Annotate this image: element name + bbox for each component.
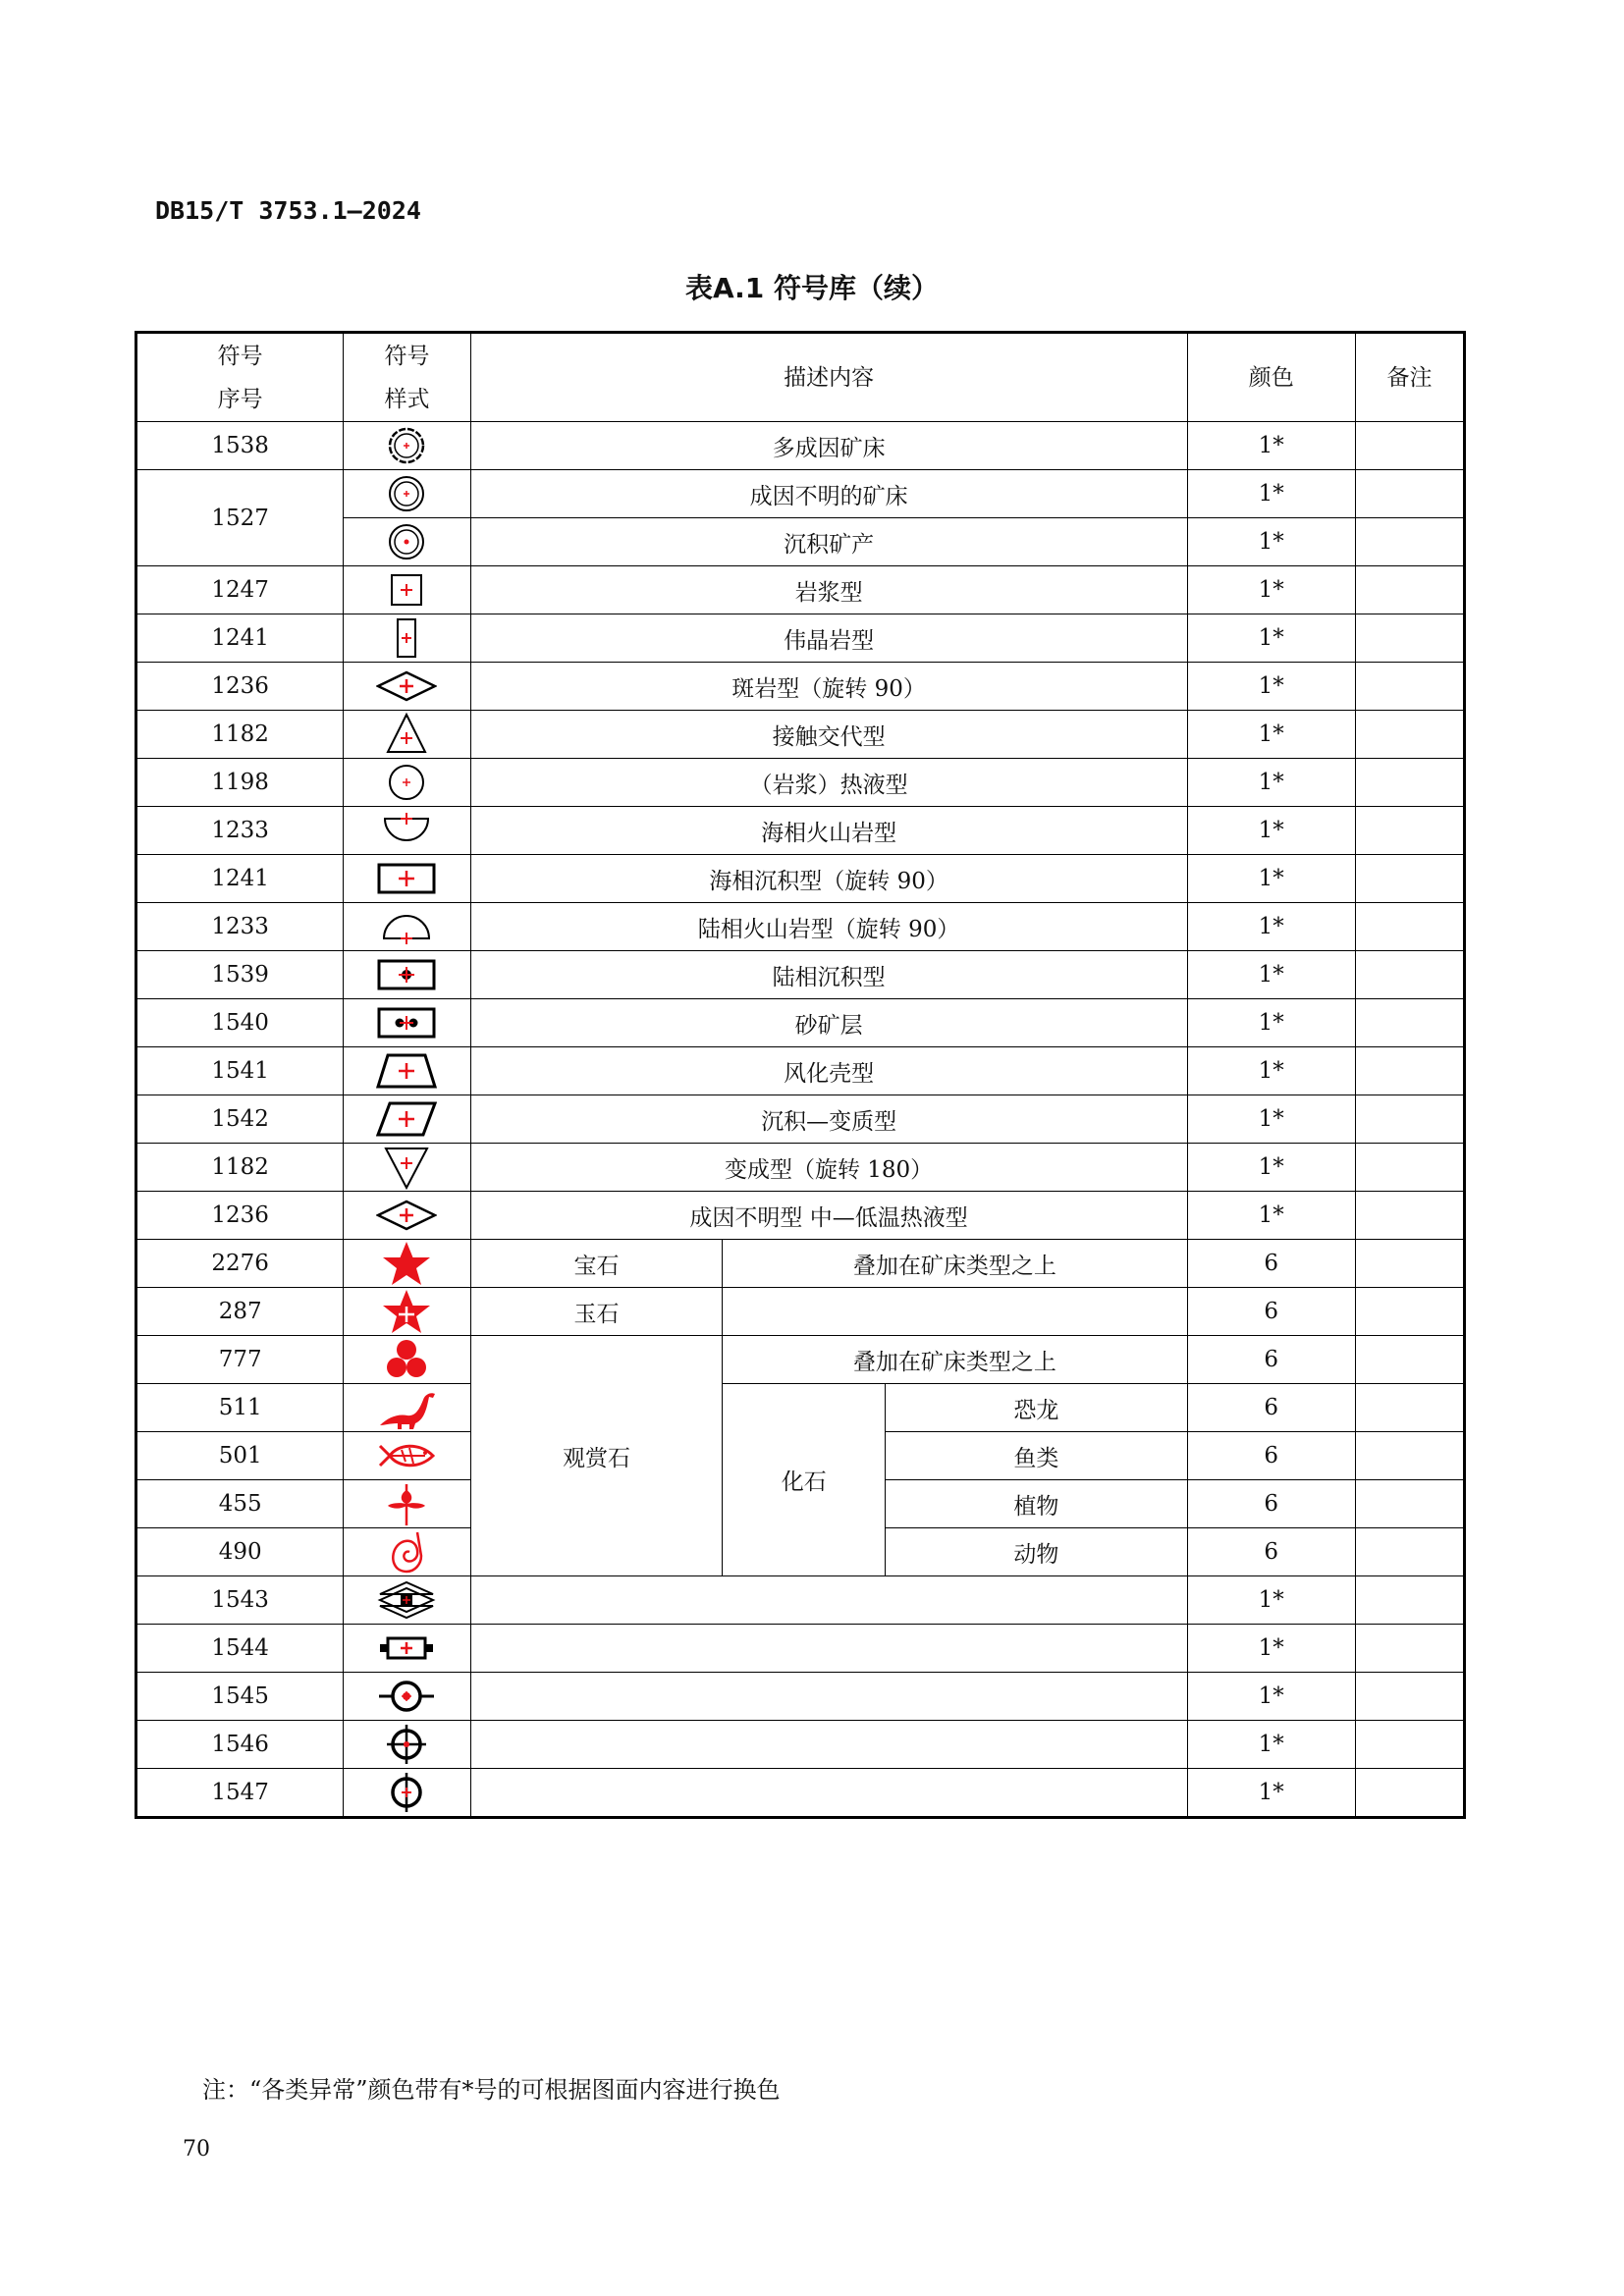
symbol-style-cell xyxy=(344,566,470,614)
symbol-remark-cell xyxy=(1355,1625,1464,1673)
table-row xyxy=(136,470,1465,518)
rect-dot-cross-icon xyxy=(376,951,437,998)
table-row xyxy=(136,1336,1465,1384)
symbol-desc-cell xyxy=(470,1673,1187,1721)
symbol-color-cell: 6 xyxy=(1187,1240,1355,1288)
symbol-style-cell xyxy=(344,1432,470,1480)
symbol-remark-cell xyxy=(1355,1576,1464,1625)
symbol-color-cell: 1* xyxy=(1187,1673,1355,1721)
header-seq-line2: 序号 xyxy=(217,386,263,412)
symbol-color-cell: 1* xyxy=(1187,903,1355,951)
symbol-remark-cell xyxy=(1355,807,1464,855)
symbol-desc-cell: 动物 xyxy=(886,1528,1187,1576)
wide-rect-cross-icon xyxy=(376,855,437,902)
table-row xyxy=(136,1144,1465,1192)
symbol-desc-cell: 成因不明的矿床 xyxy=(470,470,1187,518)
symbol-desc-cell: 多成因矿床 xyxy=(470,422,1187,470)
symbol-seq-cell: 490 xyxy=(136,1528,344,1576)
red-star-cross-icon xyxy=(376,1288,437,1335)
symbol-style-cell xyxy=(344,1769,470,1818)
symbol-style-cell xyxy=(344,1625,470,1673)
symbol-seq-cell: 287 xyxy=(136,1288,344,1336)
symbol-color-cell: 1* xyxy=(1187,807,1355,855)
symbol-desc-cell: 成因不明型 中—低温热液型 xyxy=(470,1192,1187,1240)
symbol-seq-cell: 1544 xyxy=(136,1625,344,1673)
symbol-color-cell: 1* xyxy=(1187,566,1355,614)
symbol-desc-cell: 斑岩型（旋转 90） xyxy=(470,663,1187,711)
square-cross-icon xyxy=(376,566,437,614)
table-row xyxy=(136,807,1465,855)
header-style-line2: 样式 xyxy=(384,386,430,412)
symbol-remark-cell xyxy=(1355,759,1464,807)
symbol-seq-cell: 1545 xyxy=(136,1673,344,1721)
symbol-remark-cell xyxy=(1355,1240,1464,1288)
symbol-color-cell: 1* xyxy=(1187,711,1355,759)
trapezoid-cross-icon xyxy=(376,1047,437,1095)
page-number: 70 xyxy=(183,2137,210,2162)
symbol-desc-cell: 岩浆型 xyxy=(470,566,1187,614)
table-row xyxy=(136,999,1465,1047)
table-row xyxy=(136,951,1465,999)
double-circle-icon xyxy=(376,470,437,517)
symbol-color-cell: 6 xyxy=(1187,1528,1355,1576)
table-row xyxy=(136,1288,1465,1336)
header-desc: 描述内容 xyxy=(470,333,1187,422)
symbol-seq-cell: 1539 xyxy=(136,951,344,999)
table-row xyxy=(136,1095,1465,1144)
symbol-remark-cell xyxy=(1355,855,1464,903)
symbol-desc-cell xyxy=(470,1625,1187,1673)
symbol-seq-cell: 1527 xyxy=(136,470,344,566)
symbol-desc-cell xyxy=(470,1769,1187,1818)
symbol-desc-cell: 风化壳型 xyxy=(470,1047,1187,1095)
rect-dots-icon xyxy=(376,999,437,1046)
symbol-seq-cell: 1236 xyxy=(136,663,344,711)
symbol-desc-cell xyxy=(470,1576,1187,1625)
table-title: 表A.1 符号库（续） xyxy=(684,272,940,304)
symbol-color-cell: 1* xyxy=(1187,663,1355,711)
symbol-desc-cell xyxy=(723,1288,1187,1336)
table-row xyxy=(136,663,1465,711)
symbol-seq-cell: 1540 xyxy=(136,999,344,1047)
spiral-shell-icon xyxy=(376,1528,437,1575)
symbol-color-cell: 1* xyxy=(1187,1192,1355,1240)
symbol-remark-cell xyxy=(1355,422,1464,470)
symbol-color-cell: 6 xyxy=(1187,1336,1355,1384)
symbol-style-cell xyxy=(344,759,470,807)
header-seq xyxy=(136,333,344,422)
symbol-desc-cell: 植物 xyxy=(886,1480,1187,1528)
symbol-desc-cell: 沉积—变质型 xyxy=(470,1095,1187,1144)
category-cell: 宝石 xyxy=(470,1240,723,1288)
symbol-remark-cell xyxy=(1355,1432,1464,1480)
symbol-remark-cell xyxy=(1355,1336,1464,1384)
circle-bar-dot-icon xyxy=(376,1673,437,1720)
symbol-color-cell: 1* xyxy=(1187,1095,1355,1144)
symbol-seq-cell: 1541 xyxy=(136,1047,344,1095)
symbol-color-cell: 6 xyxy=(1187,1432,1355,1480)
symbol-seq-cell: 1241 xyxy=(136,855,344,903)
symbol-desc-cell: 伟晶岩型 xyxy=(470,614,1187,663)
circle-crosshair-plain-icon xyxy=(376,1769,437,1816)
symbol-seq-cell: 2276 xyxy=(136,1240,344,1288)
symbol-remark-cell xyxy=(1355,518,1464,566)
table-row xyxy=(136,1047,1465,1095)
triangle-cross-icon xyxy=(376,711,437,758)
symbol-remark-cell xyxy=(1355,1144,1464,1192)
symbol-remark-cell xyxy=(1355,903,1464,951)
symbol-desc-cell: 变成型（旋转 180） xyxy=(470,1144,1187,1192)
symbol-color-cell: 1* xyxy=(1187,518,1355,566)
table-row xyxy=(136,1769,1465,1818)
symbol-seq-cell: 455 xyxy=(136,1480,344,1528)
inverted-triangle-cross-icon xyxy=(376,1144,437,1191)
symbol-style-cell xyxy=(344,1144,470,1192)
symbol-seq-cell: 1543 xyxy=(136,1576,344,1625)
symbol-style-cell xyxy=(344,999,470,1047)
table-row xyxy=(136,711,1465,759)
symbol-desc-cell: 鱼类 xyxy=(886,1432,1187,1480)
symbol-style-cell xyxy=(344,1721,470,1769)
symbol-style-cell xyxy=(344,1240,470,1288)
header-seq-line1: 符号 xyxy=(217,343,263,369)
symbol-desc-cell: 恐龙 xyxy=(886,1384,1187,1432)
symbol-seq-cell: 1241 xyxy=(136,614,344,663)
symbol-style-cell xyxy=(344,470,470,518)
symbol-style-cell xyxy=(344,951,470,999)
table-row xyxy=(136,1576,1465,1625)
symbol-seq-cell: 1233 xyxy=(136,903,344,951)
symbol-style-cell xyxy=(344,1095,470,1144)
circle-cross-icon xyxy=(376,759,437,806)
diamond-cross-icon xyxy=(376,663,437,710)
symbol-seq-cell: 1182 xyxy=(136,711,344,759)
symbol-style-cell xyxy=(344,903,470,951)
symbol-remark-cell xyxy=(1355,663,1464,711)
header-style xyxy=(344,333,470,422)
table-row xyxy=(136,614,1465,663)
symbol-color-cell: 1* xyxy=(1187,1144,1355,1192)
symbol-style-cell xyxy=(344,1047,470,1095)
parallelogram-cross-icon xyxy=(376,1095,437,1143)
symbol-seq-cell: 1547 xyxy=(136,1769,344,1818)
symbol-color-cell: 1* xyxy=(1187,422,1355,470)
half-circle-down-icon xyxy=(376,807,437,854)
symbol-style-cell xyxy=(344,711,470,759)
header-color: 颜色 xyxy=(1187,333,1355,422)
diamond-cross-icon xyxy=(376,1192,437,1239)
table-row xyxy=(136,422,1465,470)
symbol-desc-cell: 陆相沉积型 xyxy=(470,951,1187,999)
fish-icon xyxy=(376,1432,437,1479)
symbol-desc-cell: 海相火山岩型 xyxy=(470,807,1187,855)
table-row xyxy=(136,1192,1465,1240)
symbol-color-cell: 1* xyxy=(1187,1047,1355,1095)
red-trefoil-icon xyxy=(376,1336,437,1383)
symbol-seq-cell: 1542 xyxy=(136,1095,344,1144)
symbol-seq-cell: 1198 xyxy=(136,759,344,807)
table-row xyxy=(136,1625,1465,1673)
double-circle-dot-icon xyxy=(376,518,437,565)
symbol-remark-cell xyxy=(1355,1673,1464,1721)
symbol-style-cell xyxy=(344,1192,470,1240)
symbol-remark-cell xyxy=(1355,711,1464,759)
symbol-remark-cell xyxy=(1355,1528,1464,1576)
symbol-seq-cell: 1236 xyxy=(136,1192,344,1240)
symbol-desc-cell: 陆相火山岩型（旋转 90） xyxy=(470,903,1187,951)
symbol-desc-cell: 砂矿层 xyxy=(470,999,1187,1047)
symbol-style-cell xyxy=(344,1384,470,1432)
symbol-remark-cell xyxy=(1355,1721,1464,1769)
symbol-remark-cell xyxy=(1355,566,1464,614)
symbol-style-cell xyxy=(344,1288,470,1336)
symbol-remark-cell xyxy=(1355,951,1464,999)
symbol-style-cell xyxy=(344,518,470,566)
table-row xyxy=(136,1721,1465,1769)
symbol-color-cell: 1* xyxy=(1187,1625,1355,1673)
symbol-style-cell xyxy=(344,1336,470,1384)
symbol-seq-cell: 501 xyxy=(136,1432,344,1480)
symbol-seq-cell: 1247 xyxy=(136,566,344,614)
symbol-remark-cell xyxy=(1355,1769,1464,1818)
symbol-color-cell: 1* xyxy=(1187,1576,1355,1625)
symbol-remark-cell xyxy=(1355,1288,1464,1336)
symbol-remark-cell xyxy=(1355,1480,1464,1528)
symbol-style-cell xyxy=(344,855,470,903)
symbol-style-cell xyxy=(344,422,470,470)
table-row xyxy=(136,1240,1465,1288)
header-style-line1: 符号 xyxy=(384,343,430,369)
dinosaur-icon xyxy=(376,1384,437,1431)
half-circle-up-icon xyxy=(376,903,437,950)
symbol-color-cell: 1* xyxy=(1187,951,1355,999)
symbol-style-cell xyxy=(344,663,470,711)
symbol-seq-cell: 1538 xyxy=(136,422,344,470)
category-cell-fossil: 化石 xyxy=(723,1384,886,1576)
symbol-color-cell: 6 xyxy=(1187,1480,1355,1528)
table-row xyxy=(136,903,1465,951)
symbol-desc-cell: 海相沉积型（旋转 90） xyxy=(470,855,1187,903)
symbol-remark-cell xyxy=(1355,470,1464,518)
symbol-color-cell: 1* xyxy=(1187,759,1355,807)
symbol-remark-cell xyxy=(1355,1384,1464,1432)
symbol-remark-cell xyxy=(1355,1192,1464,1240)
rough-double-circle-icon xyxy=(376,422,437,469)
symbol-style-cell xyxy=(344,1673,470,1721)
red-star-icon xyxy=(376,1240,437,1287)
symbol-style-cell xyxy=(344,1576,470,1625)
symbol-style-cell xyxy=(344,1480,470,1528)
symbol-style-cell xyxy=(344,1528,470,1576)
symbol-color-cell: 1* xyxy=(1187,855,1355,903)
plant-icon xyxy=(376,1480,437,1527)
symbol-color-cell: 6 xyxy=(1187,1288,1355,1336)
category-cell: 玉石 xyxy=(470,1288,723,1336)
table-row xyxy=(136,1384,1465,1432)
symbol-style-cell xyxy=(344,614,470,663)
document-code: DB15/T 3753.1—2024 xyxy=(155,196,421,225)
table-note: 注：“各类异常”颜色带有*号的可根据图面内容进行换色 xyxy=(202,2076,781,2104)
symbol-desc-cell: 叠加在矿床类型之上 xyxy=(723,1336,1187,1384)
symbol-seq-cell: 1546 xyxy=(136,1721,344,1769)
symbol-seq-cell: 511 xyxy=(136,1384,344,1432)
table-row xyxy=(136,759,1465,807)
symbol-color-cell: 1* xyxy=(1187,999,1355,1047)
symbol-color-cell: 1* xyxy=(1187,614,1355,663)
table-row xyxy=(136,566,1465,614)
symbol-seq-cell: 1233 xyxy=(136,807,344,855)
symbol-remark-cell xyxy=(1355,614,1464,663)
symbol-desc-cell: 叠加在矿床类型之上 xyxy=(723,1240,1187,1288)
symbol-color-cell: 6 xyxy=(1187,1384,1355,1432)
rect-ends-icon xyxy=(376,1625,437,1672)
symbol-desc-cell xyxy=(470,1721,1187,1769)
circle-crosshair-icon xyxy=(376,1721,437,1768)
symbol-table xyxy=(135,331,1466,1819)
symbol-seq-cell: 1182 xyxy=(136,1144,344,1192)
symbol-color-cell: 1* xyxy=(1187,1721,1355,1769)
category-cell-ornamental: 观赏石 xyxy=(470,1336,723,1576)
symbol-seq-cell: 777 xyxy=(136,1336,344,1384)
table-row xyxy=(136,855,1465,903)
symbol-style-cell xyxy=(344,807,470,855)
symbol-remark-cell xyxy=(1355,999,1464,1047)
symbol-color-cell: 1* xyxy=(1187,1769,1355,1818)
symbol-remark-cell xyxy=(1355,1047,1464,1095)
table-row xyxy=(136,1673,1465,1721)
symbol-color-cell: 1* xyxy=(1187,470,1355,518)
symbol-desc-cell: （岩浆）热液型 xyxy=(470,759,1187,807)
table-header-row xyxy=(136,333,1465,422)
symbol-desc-cell: 接触交代型 xyxy=(470,711,1187,759)
header-remark: 备注 xyxy=(1355,333,1464,422)
symbol-desc-cell: 沉积矿产 xyxy=(470,518,1187,566)
symbol-remark-cell xyxy=(1355,1095,1464,1144)
tall-rect-cross-icon xyxy=(376,614,437,662)
layered-diamond-icon xyxy=(376,1576,437,1624)
